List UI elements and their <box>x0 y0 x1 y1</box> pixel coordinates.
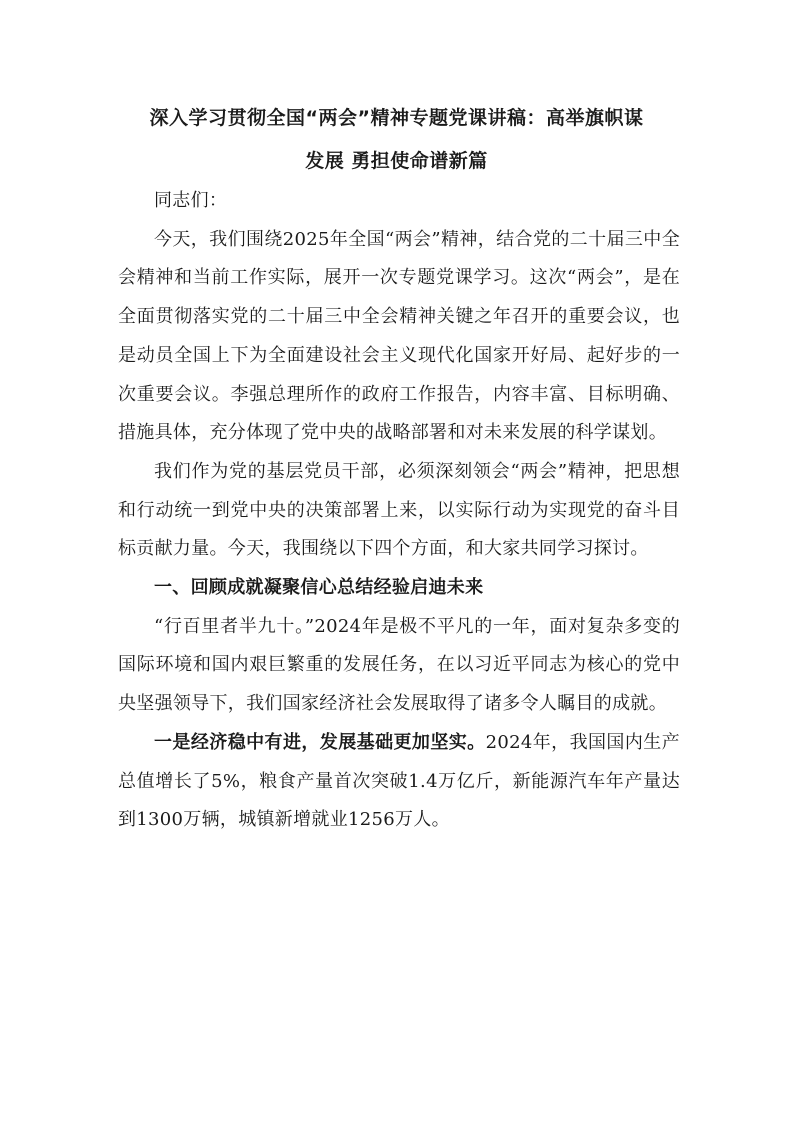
paragraph-review: “行百里者半九十。”2024年是极不平凡的一年，面对复杂多变的国际环境和国内艰巨繁重的发展任务，在以习近平同志为核心的党中央坚强领导下，我们国家经济社会发展取得了诸多令人瞩目的成就。 <box>118 615 680 715</box>
section-heading-1: 一、回顾成就凝聚信心总结经验启迪未来 <box>154 577 484 599</box>
paragraph-body-text: 2024年，我国国内生产总值增长了5%，粮食产量首次突破1.4万亿斤，新能源汽车年产量达到1300万辆，城镇新增就业1256万人。 <box>118 731 680 831</box>
paragraph-intro: 今天，我们围绕2025年全国“两会”精神，结合党的二十届三中全会精神和当前工作实际，展开一次专题党课学习。这次“两会”，是在全面贯彻落实党的二十届三中全会精神关键之年召开的重要会议，也是动员全国上下为全面建设社会主义现代化国家开好局、起好步的一次重要会议。李强总理所作的政府工作报告，内容丰富、目标明确、措施具体，充分体现了党中央的战略部署和对未来发展的科学谋划。 <box>118 228 680 444</box>
paragraph-economy <box>118 724 680 840</box>
paragraph-purpose: 我们作为党的基层党员干部，必须深刻领会“两会”精神，把思想和行动统一到党中央的决策部署上来，以实际行动为实现党的奋斗目标贡献力量。今天，我围绕以下四个方面，和大家共同学习探讨。 <box>118 460 680 560</box>
paragraph-lead-text: 一是经济稳中有进，发展基础更加坚实。 <box>154 731 486 753</box>
document-title-line-1: 深入学习贯彻全国“两会”精神专题党课讲稿：高举旗帜谋 <box>149 107 644 129</box>
document-body <box>118 182 680 840</box>
document-title-line-2: 发展 勇担使命谱新篇 <box>305 150 488 172</box>
salutation: 同志们： <box>154 190 228 211</box>
